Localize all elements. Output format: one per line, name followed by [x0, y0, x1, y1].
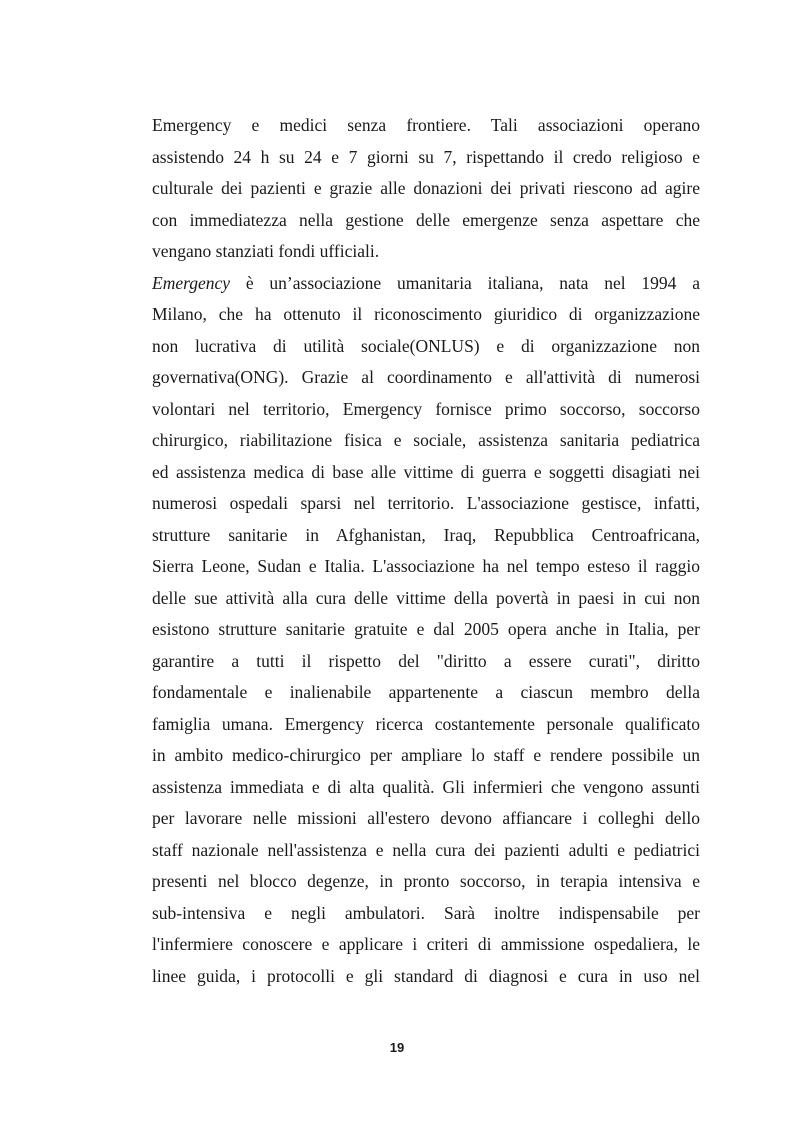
line-text: in ambito medico-chirurgico per ampliare lo staff e rendere possibile un [152, 745, 700, 765]
line-text: per lavorare nelle missioni all'estero devono affiancare i colleghi dello [152, 808, 700, 828]
text-line [152, 835, 700, 867]
text-line [152, 488, 700, 520]
line-text: presenti nel blocco degenze, in pronto soccorso, in terapia intensiva e [152, 871, 700, 891]
line-text: Sierra Leone, Sudan e Italia. L'associazione ha nel tempo esteso il raggio [152, 556, 700, 576]
text-line [152, 677, 700, 709]
line-text: esistono strutture sanitarie gratuite e dal 2005 opera anche in Italia, per [152, 619, 700, 639]
line-text: sub-intensiva e negli ambulatori. Sarà inoltre indispensabile per [152, 902, 700, 923]
line-text: governativa(ONG). Grazie al coordinamento e all'attività di numerosi [152, 367, 700, 387]
text-line [152, 772, 700, 804]
line-text: l'infermiere conoscere e applicare i criteri di ammissione ospedaliera, le [152, 934, 700, 954]
line-text: ed assistenza medica di base alle vittime di guerra e soggetti disagiati nei [152, 461, 700, 482]
text-line [152, 961, 700, 993]
line-text: garantire a tutti il rispetto del "diritto a essere curati", diritto [152, 650, 700, 671]
text-line [152, 551, 700, 583]
text-line [152, 866, 700, 898]
line-text: numerosi ospedali sparsi nel territorio. L'associazione gestisce, infatti, [152, 493, 700, 513]
body-text [152, 110, 700, 992]
line-text: Emergency e medici senza frontiere. Tali associazioni operano [152, 115, 700, 135]
line-text: delle sue attività alla cura delle vittime della povertà in paesi in cui non [152, 587, 700, 608]
line-text: famiglia umana. Emergency ricerca costantemente personale qualificato [152, 713, 700, 734]
text-line [152, 898, 700, 930]
text-line [152, 583, 700, 615]
text-line [152, 646, 700, 678]
text-line [152, 236, 700, 268]
line-text: volontari nel territorio, Emergency fornisce primo soccorso, soccorso [152, 398, 700, 419]
line-text: è un’associazione umanitaria italiana, nata nel 1994 a [230, 272, 700, 293]
text-line [152, 425, 700, 457]
text-line [152, 299, 700, 331]
text-line [152, 205, 700, 237]
text-line [152, 929, 700, 961]
text-line [152, 331, 700, 363]
text-line [152, 740, 700, 772]
line-text: linee guida, i protocolli e gli standard di diagnosi e cura in uso nel [152, 965, 700, 986]
line-text: culturale dei pazienti e grazie alle donazioni dei privati riescono ad agire [152, 178, 700, 198]
text-line [152, 110, 700, 142]
italic-term: Emergency [152, 272, 231, 293]
text-line [152, 709, 700, 741]
line-text: assistenza immediata e di alta qualità. Gli infermieri che vengono assunti [152, 776, 700, 797]
text-line [152, 394, 700, 426]
line-text: chirurgico, riabilitazione fisica e sociale, assistenza sanitaria pediatrica [152, 430, 700, 450]
text-line [152, 457, 700, 489]
text-line [152, 803, 700, 835]
line-text: staff nazionale nell'assistenza e nella cura dei pazienti adulti e pediatrici [152, 839, 700, 860]
line-text: assistendo 24 h su 24 e 7 giorni su 7, rispettando il credo religioso e [152, 146, 700, 167]
page-number: 19 [389, 1040, 405, 1055]
text-line [152, 614, 700, 646]
text-line [152, 520, 700, 552]
text-line [152, 173, 700, 205]
line-text: Milano, che ha ottenuto il riconoscimento giuridico di organizzazione [152, 304, 700, 324]
line-text: strutture sanitarie in Afghanistan, Iraq, Repubblica Centroafricana, [152, 524, 700, 545]
line-text: vengano stanziati fondi ufficiali. [152, 241, 380, 261]
text-line [152, 268, 700, 300]
line-text: non lucrativa di utilità sociale(ONLUS) e di organizzazione non [152, 335, 700, 356]
line-text: con immediatezza nella gestione delle emergenze senza aspettare che [152, 209, 700, 230]
text-line [152, 362, 700, 394]
line-text: fondamentale e inalienabile appartenente a ciascun membro della [152, 682, 700, 702]
text-line [152, 142, 700, 174]
